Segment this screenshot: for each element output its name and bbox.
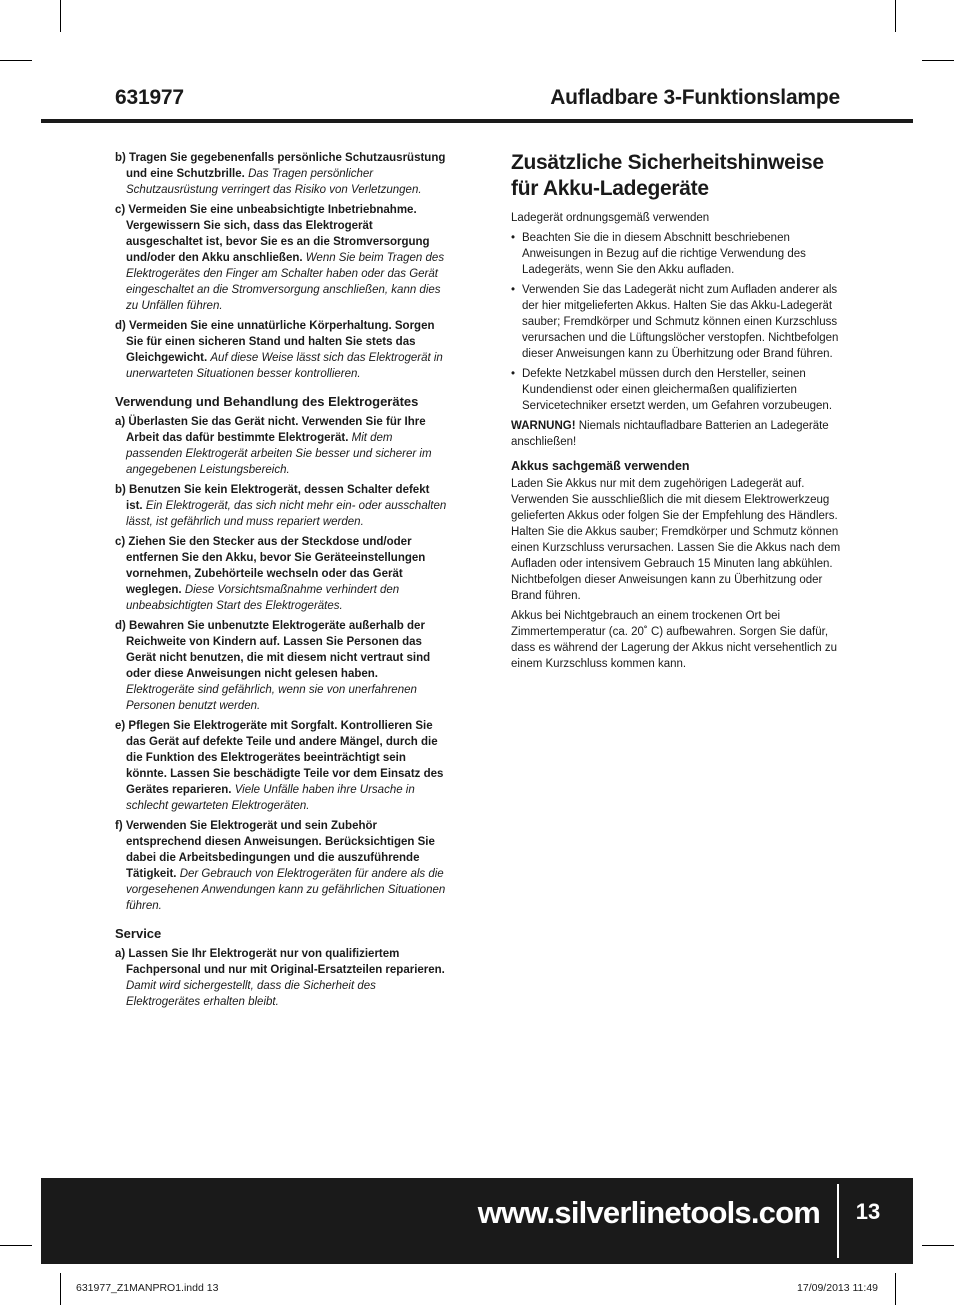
- bullet-text: Defekte Netzkabel müssen durch den Hersteller, seinen Kundendienst oder einen gleichermaßen qualifizierten Servicetechniker ersetzt werden, um Gefahren vorzubeugen.: [522, 368, 833, 412]
- instruction-item: [115, 946, 447, 1010]
- slug-file: 631977_Z1MANPRO1.indd 13: [76, 1282, 219, 1294]
- slug-date: 17/09/2013 11:49: [797, 1282, 878, 1294]
- page-header: [41, 84, 913, 118]
- instruction-item: [115, 818, 447, 914]
- warning-paragraph: [511, 418, 841, 450]
- instruction-bold-text: a) Lassen Sie Ihr Elektrogerät nur von qualifiziertem Fachpersonal und nur mit Original-Ersatzteilen reparieren.: [115, 948, 445, 976]
- bullet-text: Beachten Sie die in diesem Abschnitt beschriebenen Anweisungen in Bezug auf die richtige Verwendung des Ladegeräts, wenn Sie den Akku aufladen.: [522, 232, 806, 276]
- list-item: [511, 230, 841, 278]
- bullet-icon: •: [511, 368, 516, 380]
- instruction-item: [115, 318, 447, 382]
- instruction-item: [115, 202, 447, 314]
- crop-mark: [60, 0, 61, 32]
- section-title-usage: Verwendung und Behandlung des Elektrogerätes: [115, 394, 419, 409]
- instruction-bold-text: d) Bewahren Sie unbenutzte Elektrogeräte außerhalb der Reichweite von Kindern auf. Lassen Sie Personen das Gerät nicht benutzen, die mit diesem nicht vertraut sind oder diese Anweisungen nicht gelesen haben.: [115, 620, 431, 680]
- instruction-item: [115, 534, 447, 614]
- battery-paragraph-1: Laden Sie Akkus nur mit dem zugehörigen Ladegerät auf. Verwenden Sie ausschließlich die mit diesem Elektrowerkzeug gelieferten Akkus oder folgen Sie der Empfehlung des Händlers. Halten Sie die Akkus sauber; Fremdkörper und Schmutz können einen Kurzschluss verursachen. Lassen Sie die Akkus nach dem Aufladen oder intensivem Gebrauch 15 Minuten lang abkühlen. Nichtbefolgen dieser Anweisungen kann zu Überhitzung oder Brand führen.: [511, 478, 841, 602]
- crop-mark: [0, 60, 32, 61]
- header-rule: [41, 119, 913, 123]
- charger-bullet-list: [511, 230, 841, 414]
- warning-text: Niemals nichtaufladbare Batterien an Ladegeräte anschließen!: [511, 420, 829, 448]
- crop-mark: [60, 1273, 61, 1305]
- instruction-italic-text: Das Tragen persönlicher Schutzausrüstung verringert das Risiko von Verletzungen.: [126, 168, 422, 196]
- instruction-bold-text: b) Benutzen Sie kein Elektrogerät, dessen Schalter defekt ist.: [115, 484, 430, 512]
- instruction-bold-text: c) Vermeiden Sie eine unbeabsichtigte Inbetriebnahme. Vergewissern Sie sich, dass das Elektrogerät ausgeschaltet ist, bevor Sie es an die Stromversorgung und/oder den Akku anschließen.: [115, 204, 430, 264]
- charger-intro: Ladegerät ordnungsgemäß verwenden: [511, 212, 710, 224]
- section-title-service: Service: [115, 926, 162, 941]
- instruction-italic-text: Elektrogeräte sind gefährlich, wenn sie von unerfahrenen Personen benutzt werden.: [126, 684, 417, 712]
- instruction-bold-text: d) Vermeiden Sie eine unnatürliche Körperhaltung. Sorgen Sie für einen sicheren Stand und halten Sie stets das Gleichgewicht.: [115, 320, 435, 364]
- crop-mark: [922, 1245, 954, 1246]
- instruction-item: [115, 414, 447, 478]
- list-item: [511, 366, 841, 414]
- crop-mark: [895, 1273, 896, 1305]
- footer-separator: [837, 1184, 839, 1258]
- right-column: [511, 150, 841, 676]
- instruction-bold-text: c) Ziehen Sie den Stecker aus der Steckdose und/oder entfernen Sie den Akku, bevor Sie Geräteeinstellungen vornehmen, Zubehörteile wechseln oder das Gerät weglegen.: [115, 536, 426, 596]
- crop-mark: [922, 60, 954, 61]
- instruction-italic-text: Wenn Sie beim Tragen des Elektrogerätes den Finger am Schalter haben oder das Gerät eingeschaltet an die Stromversorgung anschließen, kann dies zu Unfällen führen.: [126, 252, 445, 312]
- instruction-italic-text: Ein Elektrogerät, das sich nicht mehr ein- oder ausschalten lässt, ist gefährlich und muss repariert werden.: [126, 500, 447, 528]
- bullet-text: Verwenden Sie das Ladegerät nicht zum Aufladen anderer als der hier mitgelieferten Akkus. Halten Sie das Akku-Ladegerät sauber; Fremdkörper und Schmutz können einen Kurzschluss verursachen und die Lüftungslöcher verstopfen. Nichtbefolgen dieser Anweisungen kann zu Überhitzung oder Brand führen.: [522, 284, 839, 360]
- crop-mark: [895, 0, 896, 32]
- instruction-italic-text: Damit wird sichergestellt, dass die Sicherheit des Elektrogerätes erhalten bleibt.: [126, 980, 376, 1008]
- list-item: [511, 282, 841, 362]
- instruction-bold-text: b) Tragen Sie gegebenenfalls persönliche Schutzausrüstung und eine Schutzbrille.: [115, 152, 446, 180]
- instruction-italic-text: Auf diese Weise lässt sich das Elektrogerät in unerwarteten Situationen besser kontrollieren.: [126, 352, 443, 380]
- instruction-item: [115, 150, 447, 198]
- instruction-bold-text: e) Pflegen Sie Elektrogeräte mit Sorgfalt. Kontrollieren Sie das Gerät auf defekte Teile und andere Mängel, durch die die Funktion des Elektrogerätes beeinträchtigt sein könnte. Lassen Sie beschädigte Teile vor dem Einsatz des Gerätes reparieren.: [115, 720, 444, 796]
- warning-label: WARNUNG!: [511, 420, 576, 432]
- instruction-bold-text: f) Verwenden Sie Elektrogerät und sein Zubehör entsprechend diesen Anweisungen. Berücksichtigen Sie dabei die Arbeitsbedingungen und die auszuführende Tätigkeit.: [115, 820, 435, 880]
- left-column: [115, 150, 447, 1014]
- instruction-italic-text: Der Gebrauch von Elektrogeräten für andere als die vorgesehenen Anwendungen kann zu gefährlichen Situationen führen.: [126, 868, 446, 912]
- instruction-italic-text: Diese Vorsichtsmaßnahme verhindert den unbeabsichtigten Start des Elektrogerätes.: [126, 584, 400, 612]
- instruction-italic-text: Mit dem passenden Elektrogerät arbeiten Sie besser und sicherer im angegebenen Leistungsbereich.: [126, 432, 432, 476]
- bullet-icon: •: [511, 284, 516, 296]
- charger-safety-heading: Zusätzliche Sicherheitshinweise für Akku-Ladegeräte: [511, 151, 824, 200]
- product-code: 631977: [115, 86, 184, 109]
- battery-use-subheading: Akkus sachgemäß verwenden: [511, 459, 690, 473]
- instruction-italic-text: Viele Unfälle haben ihre Ursache in schlecht gewarteten Elektrogeräten.: [126, 784, 415, 812]
- instruction-item: [115, 718, 447, 814]
- instruction-item: [115, 482, 447, 530]
- battery-paragraph-2: Akkus bei Nichtgebrauch an einem trockenen Ort bei Zimmertemperatur (ca. 20˚ C) aufbewahren. Sorgen Sie dafür, dass es während der Lagerung der Akkus nicht versehentlich zu einem Kurzschluss kommen kann.: [511, 610, 838, 670]
- instruction-item: [115, 618, 447, 714]
- instruction-bold-text: a) Überlasten Sie das Gerät nicht. Verwenden Sie für Ihre Arbeit das dafür bestimmte Elektrogerät.: [115, 416, 426, 444]
- bullet-icon: •: [511, 232, 516, 244]
- crop-mark: [0, 1245, 32, 1246]
- page-title: Aufladbare 3-Funktionslampe: [550, 86, 840, 109]
- page-number: 13: [855, 1199, 881, 1224]
- website-url: www.silverlinetools.com: [477, 1195, 820, 1230]
